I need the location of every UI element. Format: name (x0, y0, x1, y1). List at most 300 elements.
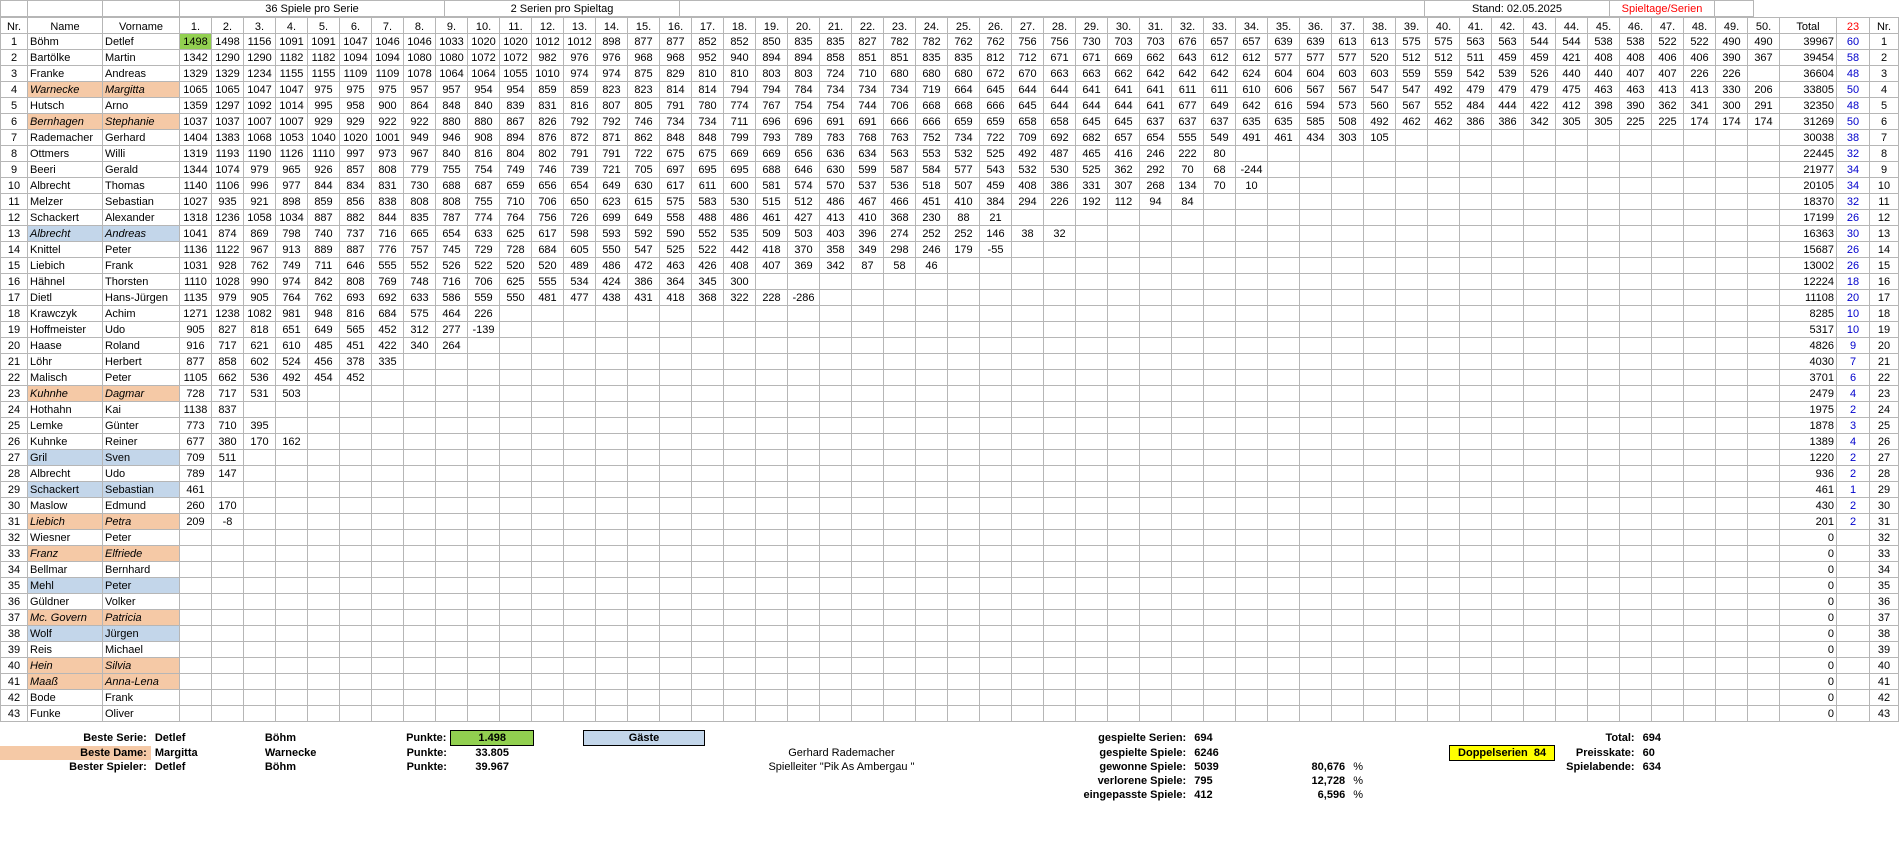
score-cell (1716, 130, 1748, 146)
score-cell: 70 (1172, 162, 1204, 178)
score-cell (980, 562, 1012, 578)
score-cell (1332, 546, 1364, 562)
score-cell (1268, 498, 1300, 514)
row-index: 12 (1, 210, 28, 226)
row-total: 16363 (1780, 226, 1837, 242)
score-cell (1652, 498, 1684, 514)
table-row[interactable] (1, 530, 1899, 546)
row-total: 0 (1780, 578, 1837, 594)
score-cell: 525 (660, 242, 692, 258)
score-cell (1620, 594, 1652, 610)
score-cell (1428, 594, 1460, 610)
table-row[interactable] (1, 178, 1899, 194)
score-cell (404, 706, 436, 722)
score-cell (820, 274, 852, 290)
score-cell (1044, 354, 1076, 370)
table-row[interactable] (1, 674, 1899, 690)
score-cell: 851 (852, 50, 884, 66)
score-cell: 294 (1012, 194, 1044, 210)
score-cell (724, 306, 756, 322)
table-row[interactable] (1, 338, 1899, 354)
score-cell (372, 402, 404, 418)
player-firstname: Sebastian (103, 482, 180, 498)
score-cell (1204, 242, 1236, 258)
score-cell: 630 (628, 178, 660, 194)
score-cell (436, 514, 468, 530)
table-row[interactable] (1, 466, 1899, 482)
score-cell: 916 (180, 338, 212, 354)
score-cell (1396, 562, 1428, 578)
score-cell (404, 434, 436, 450)
score-cell (628, 706, 660, 722)
table-row[interactable] (1, 514, 1899, 530)
score-cell: 711 (308, 258, 340, 274)
score-cell: 784 (788, 82, 820, 98)
score-cell (1364, 706, 1396, 722)
row-series-count (1837, 578, 1870, 594)
score-cell (308, 402, 340, 418)
score-cell (1620, 258, 1652, 274)
table-row[interactable] (1, 626, 1899, 642)
score-cell (1492, 370, 1524, 386)
score-cell (1492, 306, 1524, 322)
score-cell: 538 (1588, 34, 1620, 50)
score-cell: 852 (692, 34, 724, 50)
score-cell (1652, 434, 1684, 450)
table-row[interactable] (1, 658, 1899, 674)
table-row[interactable] (1, 450, 1899, 466)
score-cell: 1001 (372, 130, 404, 146)
stat-pctsym-2: % (1353, 761, 1363, 773)
score-cell (1748, 402, 1780, 418)
score-cell: 837 (212, 402, 244, 418)
row-index-right: 35 (1870, 578, 1899, 594)
score-cell (1076, 242, 1108, 258)
score-cell (1364, 658, 1396, 674)
score-cell (756, 434, 788, 450)
row-series-count: 10 (1837, 306, 1870, 322)
score-cell: 726 (564, 210, 596, 226)
table-row[interactable] (1, 578, 1899, 594)
table-row[interactable] (1, 690, 1899, 706)
score-cell: 871 (596, 130, 628, 146)
score-cell (1492, 210, 1524, 226)
score-cell: 835 (820, 34, 852, 50)
score-cell (500, 562, 532, 578)
score-cell (1012, 290, 1044, 306)
score-cell (468, 626, 500, 642)
score-cell (1524, 450, 1556, 466)
score-cell: 300 (1716, 98, 1748, 114)
score-cell (916, 658, 948, 674)
table-row[interactable] (1, 50, 1899, 66)
table-row[interactable] (1, 194, 1899, 210)
score-cell (1748, 338, 1780, 354)
score-cell (1140, 434, 1172, 450)
table-row[interactable] (1, 354, 1899, 370)
score-cell: 864 (404, 98, 436, 114)
score-cell: 625 (500, 226, 532, 242)
table-row[interactable] (1, 418, 1899, 434)
score-cell: 463 (660, 258, 692, 274)
table-row[interactable] (1, 242, 1899, 258)
row-series-count (1837, 594, 1870, 610)
score-cell: 410 (852, 210, 884, 226)
row-index: 6 (1, 114, 28, 130)
table-row[interactable] (1, 610, 1899, 626)
score-cell (724, 514, 756, 530)
table-row[interactable] (1, 210, 1899, 226)
row-total: 0 (1780, 674, 1837, 690)
row-series-count: 50 (1837, 82, 1870, 98)
score-cell (1684, 514, 1716, 530)
table-row[interactable] (1, 706, 1899, 722)
score-cell (1204, 290, 1236, 306)
score-cell (532, 546, 564, 562)
gaeste-button[interactable]: Gäste (583, 731, 704, 746)
score-cell (1428, 130, 1460, 146)
score-cell (1236, 514, 1268, 530)
total-label-2: Spielabende: (1566, 761, 1635, 773)
score-cell: 1138 (180, 402, 212, 418)
score-cell: 617 (532, 226, 564, 242)
score-cell: 756 (1012, 34, 1044, 50)
score-cell (1556, 274, 1588, 290)
score-cell: 898 (596, 34, 628, 50)
score-cell (1428, 450, 1460, 466)
player-firstname: Gerald (103, 162, 180, 178)
table-row[interactable] (1, 34, 1899, 50)
score-cell (1492, 450, 1524, 466)
table-row[interactable] (1, 482, 1899, 498)
score-cell (820, 514, 852, 530)
score-cell (1268, 690, 1300, 706)
score-cell (1524, 482, 1556, 498)
score-cell: 1092 (244, 98, 276, 114)
score-cell (1556, 546, 1588, 562)
table-row[interactable] (1, 258, 1899, 274)
score-cell (1588, 194, 1620, 210)
score-cell: 226 (1044, 194, 1076, 210)
table-row[interactable] (1, 402, 1899, 418)
score-cell (276, 674, 308, 690)
score-cell: 593 (596, 226, 628, 242)
score-cell: 507 (948, 178, 980, 194)
score-cell (1428, 578, 1460, 594)
score-cell: 84 (1172, 194, 1204, 210)
score-cell: 503 (788, 226, 820, 242)
score-cell (532, 354, 564, 370)
score-cell (916, 594, 948, 610)
row-total: 1878 (1780, 418, 1837, 434)
score-cell (1684, 210, 1716, 226)
score-cell (1396, 450, 1428, 466)
score-cell (1748, 178, 1780, 194)
score-cell: 967 (404, 146, 436, 162)
score-cell (980, 578, 1012, 594)
score-cell: 1290 (212, 50, 244, 66)
score-cell (308, 546, 340, 562)
score-cell (1652, 146, 1684, 162)
score-cell: 467 (852, 194, 884, 210)
score-cell (756, 530, 788, 546)
score-cell (788, 706, 820, 722)
score-cell (212, 674, 244, 690)
score-cell (756, 466, 788, 482)
table-row[interactable] (1, 130, 1899, 146)
score-cell: 368 (692, 290, 724, 306)
table-row[interactable] (1, 642, 1899, 658)
table-row[interactable] (1, 546, 1899, 562)
score-cell: 452 (372, 322, 404, 338)
score-cell (852, 466, 884, 482)
score-cell: 856 (340, 194, 372, 210)
score-cell (1748, 306, 1780, 322)
score-cell: 764 (500, 210, 532, 226)
score-cell (500, 706, 532, 722)
score-cell (1364, 450, 1396, 466)
score-cell (596, 530, 628, 546)
score-cell: 1072 (500, 50, 532, 66)
score-cell (564, 466, 596, 482)
score-cell (692, 386, 724, 402)
score-cell (1300, 258, 1332, 274)
table-row[interactable] (1, 562, 1899, 578)
score-cell: 412 (1556, 98, 1588, 114)
stat-label-4: eingepasste Spiele: (1083, 789, 1187, 801)
score-cell (916, 530, 948, 546)
score-cell (628, 690, 660, 706)
score-cell (1652, 690, 1684, 706)
score-cell (1044, 402, 1076, 418)
score-cell (1300, 578, 1332, 594)
score-cell: 852 (724, 34, 756, 50)
score-cell: 716 (372, 226, 404, 242)
score-cell (1076, 514, 1108, 530)
score-cell: 170 (244, 434, 276, 450)
score-cell (340, 706, 372, 722)
table-row[interactable] (1, 594, 1899, 610)
table-row[interactable] (1, 434, 1899, 450)
score-cell: 762 (948, 34, 980, 50)
score-cell: 1007 (244, 114, 276, 130)
score-cell (1364, 674, 1396, 690)
score-cell: 835 (788, 34, 820, 50)
score-cell: 621 (244, 338, 276, 354)
score-cell (1364, 338, 1396, 354)
footer-row-serie (0, 731, 1708, 746)
score-cell: 525 (1076, 162, 1108, 178)
row-index: 16 (1, 274, 28, 290)
score-cell (276, 626, 308, 642)
score-cell (1524, 594, 1556, 610)
score-cell (1332, 242, 1364, 258)
col-round-40: 40. (1428, 18, 1460, 34)
score-cell (1396, 242, 1428, 258)
score-cell: 746 (532, 162, 564, 178)
score-cell: 850 (756, 34, 788, 50)
row-series-count (1837, 642, 1870, 658)
score-cell (724, 434, 756, 450)
score-cell (1012, 674, 1044, 690)
score-cell (1332, 482, 1364, 498)
table-row[interactable] (1, 322, 1899, 338)
row-index-right: 26 (1870, 434, 1899, 450)
score-cell (1396, 514, 1428, 530)
score-cell: 862 (628, 130, 660, 146)
player-firstname: Margitta (103, 82, 180, 98)
score-cell (1556, 482, 1588, 498)
table-row[interactable] (1, 146, 1899, 162)
score-cell: 967 (244, 242, 276, 258)
score-cell (212, 626, 244, 642)
score-cell (692, 562, 724, 578)
score-cell: 88 (948, 210, 980, 226)
score-cell (1588, 274, 1620, 290)
score-cell (1428, 338, 1460, 354)
score-cell: 340 (404, 338, 436, 354)
score-cell: 669 (1108, 50, 1140, 66)
score-cell (1492, 482, 1524, 498)
col-round-41: 41. (1460, 18, 1492, 34)
score-cell (1140, 658, 1172, 674)
col-round-28: 28. (1044, 18, 1076, 34)
score-cell: -55 (980, 242, 1012, 258)
score-cell: 459 (1524, 50, 1556, 66)
score-cell: 1034 (276, 210, 308, 226)
score-cell (1396, 274, 1428, 290)
score-cell (1204, 258, 1236, 274)
score-cell (1396, 258, 1428, 274)
table-row[interactable] (1, 98, 1899, 114)
score-cell (1524, 130, 1556, 146)
score-cell: 174 (1684, 114, 1716, 130)
stat-pct-2: 80,676 (1311, 761, 1346, 773)
score-cell (1364, 498, 1396, 514)
score-cell (1108, 690, 1140, 706)
table-row[interactable] (1, 66, 1899, 82)
score-cell: 668 (916, 98, 948, 114)
score-cell: 550 (596, 242, 628, 258)
row-total: 3701 (1780, 370, 1837, 386)
row-total: 30038 (1780, 130, 1837, 146)
row-total: 936 (1780, 466, 1837, 482)
score-cell: 997 (340, 146, 372, 162)
score-cell (1332, 194, 1364, 210)
score-cell (1076, 690, 1108, 706)
score-cell: 787 (436, 210, 468, 226)
score-cell (564, 690, 596, 706)
table-row[interactable] (1, 274, 1899, 290)
row-series-count: 20 (1837, 290, 1870, 306)
row-index: 30 (1, 498, 28, 514)
score-cell: 882 (340, 210, 372, 226)
table-row[interactable] (1, 498, 1899, 514)
score-cell (500, 514, 532, 530)
score-cell: 206 (1748, 82, 1780, 98)
score-cell: 635 (1268, 114, 1300, 130)
score-cell: 974 (276, 274, 308, 290)
score-cell (1236, 626, 1268, 642)
score-cell (884, 418, 916, 434)
row-total: 12224 (1780, 274, 1837, 290)
score-cell (340, 610, 372, 626)
player-firstname: Andreas (103, 66, 180, 82)
score-cell: 322 (724, 290, 756, 306)
score-cell (244, 626, 276, 642)
score-cell (1556, 258, 1588, 274)
score-cell (1268, 482, 1300, 498)
score-cell (212, 546, 244, 562)
table-row[interactable] (1, 306, 1899, 322)
score-cell (1492, 194, 1524, 210)
score-cell: 427 (788, 210, 820, 226)
score-cell (1492, 434, 1524, 450)
score-cell (1396, 306, 1428, 322)
score-cell: 877 (660, 34, 692, 50)
score-cell (916, 370, 948, 386)
table-row[interactable] (1, 82, 1899, 98)
score-cell (468, 658, 500, 674)
score-cell (852, 498, 884, 514)
table-row[interactable] (1, 226, 1899, 242)
score-cell: 605 (564, 242, 596, 258)
score-cell (1108, 482, 1140, 498)
score-cell (1268, 514, 1300, 530)
score-cell (884, 290, 916, 306)
score-cell (1300, 418, 1332, 434)
score-cell (1044, 546, 1076, 562)
player-lastname: Beeri (28, 162, 103, 178)
score-cell (340, 498, 372, 514)
score-cell (1204, 674, 1236, 690)
score-cell (692, 482, 724, 498)
score-cell: 268 (1140, 178, 1172, 194)
table-row[interactable] (1, 290, 1899, 306)
score-cell: 645 (980, 82, 1012, 98)
score-cell: 968 (660, 50, 692, 66)
score-cell (948, 290, 980, 306)
score-cell (1236, 146, 1268, 162)
score-cell: 654 (564, 178, 596, 194)
table-row[interactable] (1, 114, 1899, 130)
score-cell (948, 402, 980, 418)
score-cell (1556, 418, 1588, 434)
score-cell (1460, 258, 1492, 274)
score-cell (1236, 594, 1268, 610)
score-cell: 1109 (340, 66, 372, 82)
score-cell: 676 (1172, 34, 1204, 50)
score-cell (596, 514, 628, 530)
row-total: 0 (1780, 562, 1837, 578)
score-cell (1428, 434, 1460, 450)
score-cell (1524, 338, 1556, 354)
table-row[interactable] (1, 162, 1899, 178)
score-cell (1524, 562, 1556, 578)
score-cell (1748, 370, 1780, 386)
score-cell: 408 (1620, 50, 1652, 66)
row-total: 17199 (1780, 210, 1837, 226)
table-row[interactable] (1, 386, 1899, 402)
score-cell: 858 (212, 354, 244, 370)
score-cell (1108, 466, 1140, 482)
score-cell (756, 610, 788, 626)
row-index: 10 (1, 178, 28, 194)
col-round-22: 22. (852, 18, 884, 34)
table-row[interactable] (1, 370, 1899, 386)
score-cell (1428, 466, 1460, 482)
score-cell: 812 (980, 50, 1012, 66)
